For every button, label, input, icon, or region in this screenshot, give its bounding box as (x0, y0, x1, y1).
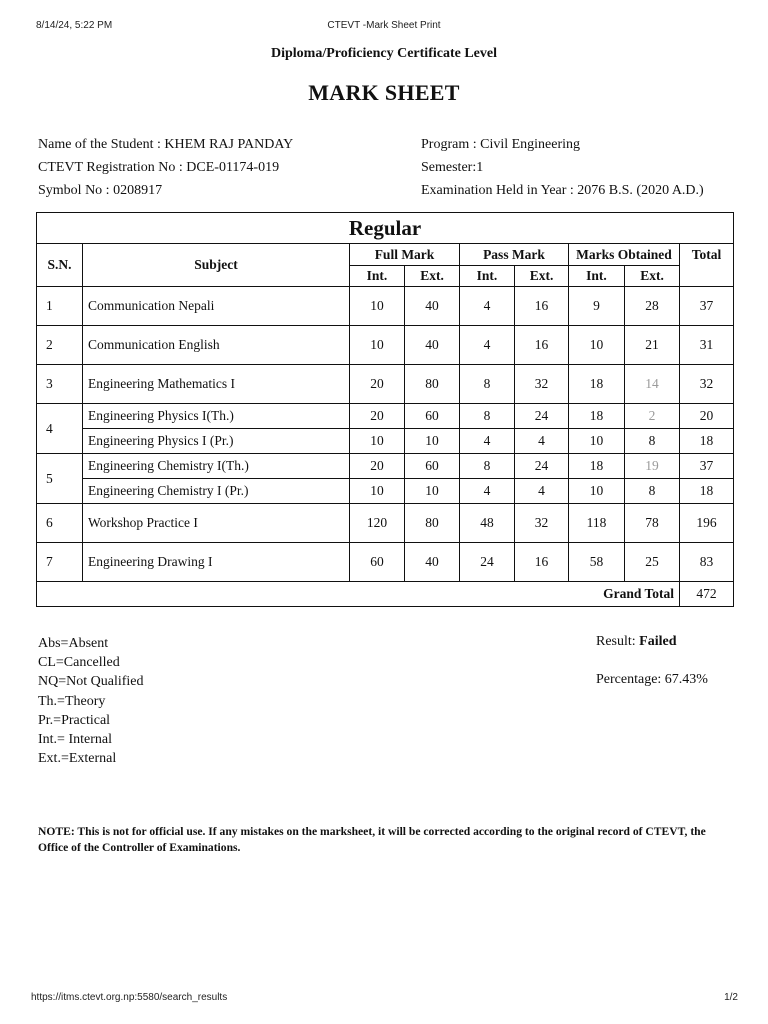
obt-int-cell: 118 (569, 504, 625, 543)
print-datetime: 8/14/24, 5:22 PM (36, 20, 113, 31)
obt-int-cell: 58 (569, 543, 625, 582)
result-label: Result: (596, 634, 640, 649)
result-status (596, 634, 677, 650)
student-info-right (421, 133, 704, 202)
obt-int-cell: 10 (569, 326, 625, 365)
obt-ext-cell: 14 (625, 365, 680, 404)
percentage: Percentage: 67.43% (596, 672, 708, 687)
header-sn: S.N. (37, 244, 83, 287)
grand-total-row (37, 582, 734, 607)
sn-cell: 2 (37, 326, 83, 365)
legend-item: NQ=Not Qualified (38, 674, 144, 690)
legend-item: Int.= Internal (38, 732, 112, 748)
pass-int-cell: 4 (460, 287, 515, 326)
sn-cell: 5 (37, 454, 83, 504)
program: Program : Civil Engineering (421, 137, 581, 152)
obt-ext-cell: 21 (625, 326, 680, 365)
pass-ext-cell: 4 (515, 479, 569, 504)
exam-year: Examination Held in Year : 2076 B.S. (2020 A.D.) (421, 183, 704, 198)
legend-item: Abs=Absent (38, 636, 109, 651)
total-cell: 18 (680, 429, 734, 454)
legend-item: Ext.=External (38, 751, 117, 767)
print-page-number: 1/2 (724, 992, 738, 1003)
subject-cell: Engineering Physics I(Th.) (83, 404, 350, 429)
pass-ext-cell: 16 (515, 543, 569, 582)
pass-int-cell: 8 (460, 404, 515, 429)
header-full-ext: Ext. (405, 266, 460, 287)
pass-int-cell: 8 (460, 365, 515, 404)
subject-cell: Engineering Chemistry I(Th.) (83, 454, 350, 479)
sn-cell: 1 (37, 287, 83, 326)
grand-total-label: Grand Total (37, 582, 680, 607)
header-pass-int: Int. (460, 266, 515, 287)
header-subject: Subject (83, 244, 350, 287)
obt-int-cell: 10 (569, 479, 625, 504)
result-value: Failed (639, 634, 677, 649)
header-total-blank (680, 266, 734, 287)
total-cell: 31 (680, 326, 734, 365)
full-ext-cell: 80 (405, 365, 460, 404)
obt-ext-cell: 28 (625, 287, 680, 326)
pass-int-cell: 24 (460, 543, 515, 582)
header-total: Total (680, 244, 734, 266)
pass-ext-cell: 24 (515, 404, 569, 429)
table-row (37, 504, 734, 543)
subject-cell: Workshop Practice I (83, 504, 350, 543)
header-full-mark: Full Mark (350, 244, 460, 266)
sn-cell: 6 (37, 504, 83, 543)
abbreviation-legend (38, 634, 144, 768)
subject-cell: Communication Nepali (83, 287, 350, 326)
table-row (37, 365, 734, 404)
subject-cell: Engineering Chemistry I (Pr.) (83, 479, 350, 504)
total-cell: 32 (680, 365, 734, 404)
full-ext-cell: 60 (405, 454, 460, 479)
sn-cell: 4 (37, 404, 83, 454)
obt-int-cell: 18 (569, 454, 625, 479)
full-ext-cell: 40 (405, 287, 460, 326)
pass-ext-cell: 32 (515, 504, 569, 543)
header-marks-obtained: Marks Obtained (569, 244, 680, 266)
total-cell: 18 (680, 479, 734, 504)
subject-cell: Engineering Drawing I (83, 543, 350, 582)
total-cell: 20 (680, 404, 734, 429)
pass-int-cell: 4 (460, 326, 515, 365)
header-full-int: Int. (350, 266, 405, 287)
full-int-cell: 10 (350, 479, 405, 504)
obt-int-cell: 18 (569, 404, 625, 429)
subject-cell: Engineering Physics I (Pr.) (83, 429, 350, 454)
pass-int-cell: 8 (460, 454, 515, 479)
full-int-cell: 10 (350, 326, 405, 365)
obt-ext-cell: 8 (625, 479, 680, 504)
table-row (37, 454, 734, 479)
obt-ext-cell: 78 (625, 504, 680, 543)
print-url: https://itms.ctevt.org.np:5580/search_results (31, 992, 228, 1003)
header-obt-int: Int. (569, 266, 625, 287)
pass-ext-cell: 4 (515, 429, 569, 454)
table-row (37, 404, 734, 429)
obt-ext-cell: 8 (625, 429, 680, 454)
table-caption: Regular (37, 213, 734, 244)
header-pass-mark: Pass Mark (460, 244, 569, 266)
table-row (37, 479, 734, 504)
obt-int-cell: 9 (569, 287, 625, 326)
obt-ext-cell: 2 (625, 404, 680, 429)
print-header (0, 20, 768, 34)
grand-total-value: 472 (680, 582, 734, 607)
full-ext-cell: 40 (405, 543, 460, 582)
subject-cell: Communication English (83, 326, 350, 365)
student-name: Name of the Student : KHEM RAJ PANDAY (38, 137, 294, 152)
table-row (37, 543, 734, 582)
obt-ext-cell: 25 (625, 543, 680, 582)
pass-int-cell: 4 (460, 429, 515, 454)
registration-number: CTEVT Registration No : DCE-01174-019 (38, 160, 280, 175)
full-ext-cell: 40 (405, 326, 460, 365)
full-int-cell: 60 (350, 543, 405, 582)
disclaimer-note: NOTE: This is not for official use. If any mistakes on the marksheet, it will be corrected according to the original record of CTEVT, the Office of the Controller of Examinations. (38, 825, 706, 854)
full-ext-cell: 10 (405, 479, 460, 504)
full-int-cell: 20 (350, 454, 405, 479)
full-int-cell: 10 (350, 429, 405, 454)
pass-ext-cell: 32 (515, 365, 569, 404)
print-footer (0, 992, 768, 1006)
sn-cell: 7 (37, 543, 83, 582)
full-ext-cell: 10 (405, 429, 460, 454)
full-int-cell: 10 (350, 287, 405, 326)
pass-int-cell: 48 (460, 504, 515, 543)
subject-cell: Engineering Mathematics I (83, 365, 350, 404)
obt-int-cell: 10 (569, 429, 625, 454)
header-obt-ext: Ext. (625, 266, 680, 287)
obt-int-cell: 18 (569, 365, 625, 404)
full-int-cell: 120 (350, 504, 405, 543)
table-row (37, 429, 734, 454)
full-int-cell: 20 (350, 404, 405, 429)
pass-ext-cell: 24 (515, 454, 569, 479)
pass-ext-cell: 16 (515, 326, 569, 365)
semester: Semester:1 (421, 160, 484, 175)
table-row (37, 287, 734, 326)
total-cell: 83 (680, 543, 734, 582)
pass-int-cell: 4 (460, 479, 515, 504)
legend-item: CL=Cancelled (38, 655, 120, 671)
mark-sheet-title: MARK SHEET (308, 80, 460, 105)
print-page-title: CTEVT -Mark Sheet Print (327, 20, 441, 31)
header-pass-ext: Ext. (515, 266, 569, 287)
symbol-number: Symbol No : 0208917 (38, 183, 163, 198)
table-row (37, 326, 734, 365)
student-info-left (38, 133, 293, 202)
certificate-level-subtitle: Diploma/Proficiency Certificate Level (271, 46, 497, 61)
full-ext-cell: 60 (405, 404, 460, 429)
total-cell: 37 (680, 287, 734, 326)
full-ext-cell: 80 (405, 504, 460, 543)
pass-ext-cell: 16 (515, 287, 569, 326)
legend-item: Th.=Theory (38, 693, 106, 709)
sn-cell: 3 (37, 365, 83, 404)
total-cell: 196 (680, 504, 734, 543)
full-int-cell: 20 (350, 365, 405, 404)
obt-ext-cell: 19 (625, 454, 680, 479)
marks-table-body (37, 287, 734, 607)
marks-table (36, 212, 734, 607)
legend-item: Pr.=Practical (38, 712, 111, 728)
total-cell: 37 (680, 454, 734, 479)
